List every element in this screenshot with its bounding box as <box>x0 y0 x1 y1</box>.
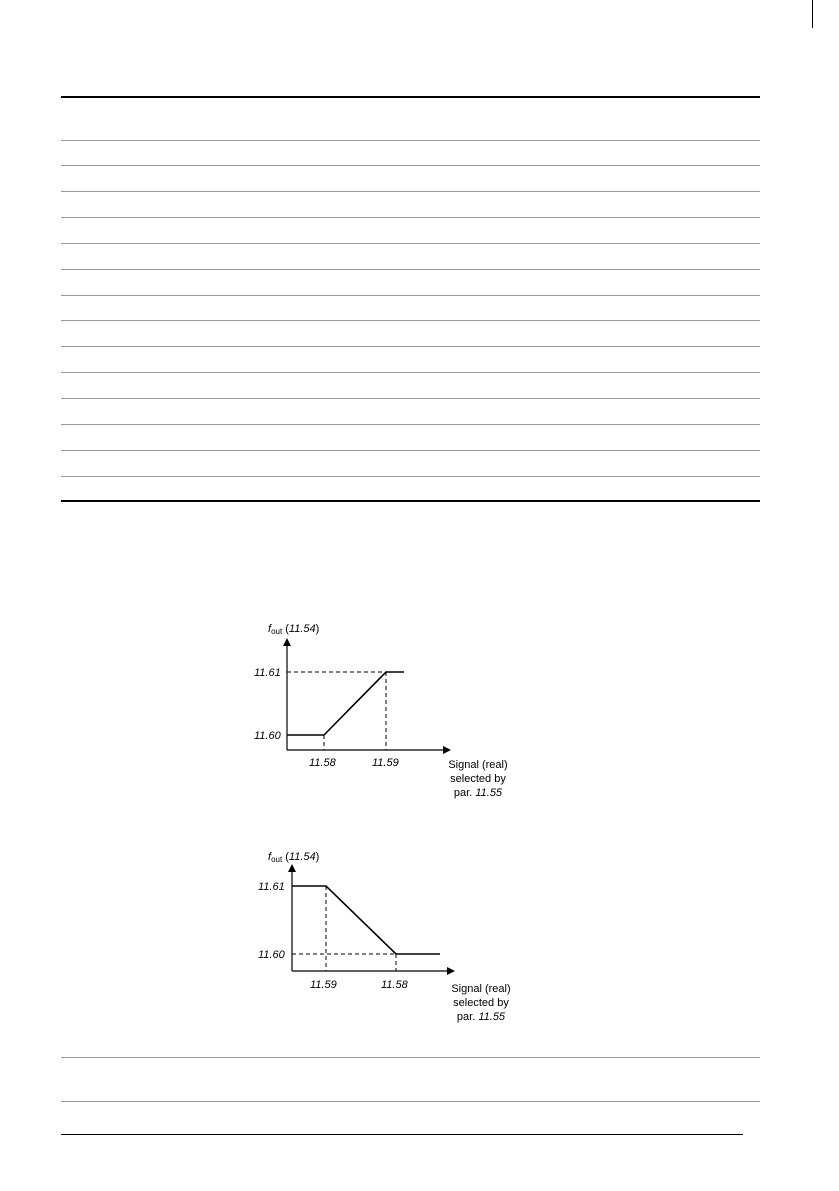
x-tick-label: 11.58 <box>309 757 336 769</box>
x-tick-label: 11.59 <box>310 979 337 991</box>
y-axis-label: fout (11.54) <box>268 851 320 864</box>
y-tick-label: 11.60 <box>258 949 285 961</box>
x-axis-label: par. 11.55 <box>453 787 503 799</box>
x-tick-label: 11.58 <box>381 979 408 991</box>
y-axis-label: fout (11.54) <box>268 623 320 636</box>
x-axis-label: par. 11.55 <box>456 1011 506 1023</box>
x-tick-label: 11.59 <box>372 757 399 769</box>
footer-rule <box>61 1134 743 1135</box>
table-row-rule <box>61 1101 760 1102</box>
x-axis-label: Signal (real) <box>451 983 511 995</box>
x-axis-label: Signal (real) <box>448 759 508 771</box>
x-axis-label: selected by <box>453 997 509 1009</box>
scaling-curve <box>292 886 440 954</box>
y-tick-label: 11.60 <box>254 730 281 742</box>
y-tick-label: 11.61 <box>254 667 281 679</box>
y-tick-label: 11.61 <box>258 881 285 893</box>
x-axis-label: selected by <box>450 773 506 785</box>
table-row-rule <box>61 1057 760 1058</box>
